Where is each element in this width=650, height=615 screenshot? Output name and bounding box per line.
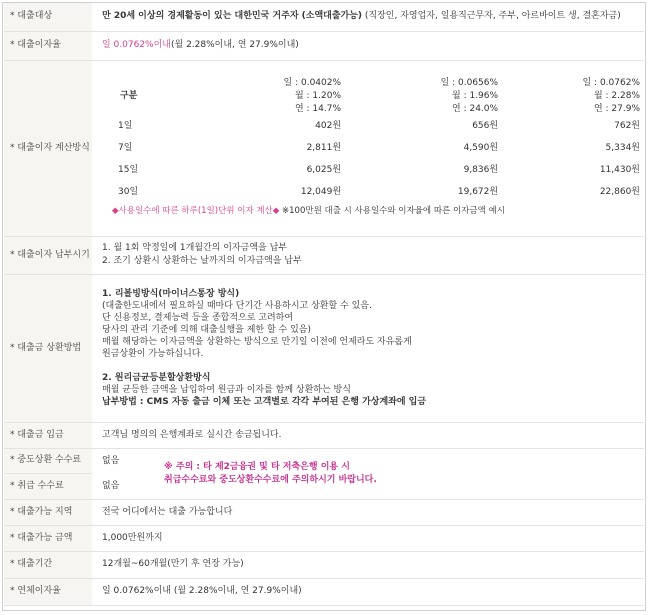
calc-note-highlight: ◆사용일수에 따른 하루(1일)단위 이자 계산◆ bbox=[112, 206, 280, 216]
rate-cell: 일 : 0.0402% bbox=[283, 77, 342, 88]
value-cell: 5,334원 bbox=[605, 143, 640, 153]
region-text: 전국 어디에서는 대출 가능합니다 bbox=[92, 499, 644, 525]
early-fee-value: 없음 bbox=[102, 455, 120, 466]
repayment-line: 매월 해당하는 이자금액을 상환하는 방식으로 만기일 이전에 언제라도 자유롭게 bbox=[102, 337, 412, 347]
fee-warning-line: ※ 주의 : 타 제2금융권 및 타 저축은행 이용 시 bbox=[164, 461, 350, 472]
header-gubun: 구분 bbox=[120, 90, 138, 101]
row-amount bbox=[4, 525, 644, 551]
row-term bbox=[4, 551, 644, 578]
value-cell: 402원 bbox=[315, 121, 342, 131]
deposit-text: 고객님 명의의 은행계좌로 실시간 송금됩니다. bbox=[92, 422, 644, 448]
label-repayment: * 대출금 상환방법 bbox=[4, 274, 92, 422]
calc-note-row bbox=[92, 204, 644, 220]
repayment-title-1: 1. 리볼빙방식(마이너스통장 방식) bbox=[102, 289, 240, 299]
row-region bbox=[4, 499, 644, 525]
value-cell: 762원 bbox=[614, 121, 640, 131]
label-interest-calc: * 대출이자 계산방식 bbox=[4, 60, 92, 236]
row-interest-calc bbox=[4, 60, 644, 236]
value-cell: 22,860원 bbox=[599, 187, 640, 197]
label-handling-fee: * 취급 수수료 bbox=[4, 474, 92, 500]
value-cell: 12,049원 bbox=[300, 187, 342, 197]
label-term: * 대출기간 bbox=[4, 551, 92, 578]
row-overdue bbox=[4, 578, 644, 605]
fee-warning-line: 취급수수료와 중도상환수수료에 주의하시기 바랍니다. bbox=[164, 474, 377, 485]
repayment-line: 단 신용정보, 결제능력 등을 종합적으로 고려하여 bbox=[102, 313, 294, 323]
label-overdue: * 연체이자율 bbox=[4, 578, 92, 605]
row-deposit bbox=[4, 422, 644, 448]
eligibility-detail: (직장인, 자영업자, 일용직근무자, 주부, 아르바이트 생, 결혼자금) bbox=[362, 11, 621, 22]
interest-rate-daily: 일 0.0762%이내 bbox=[102, 40, 171, 50]
rate-row-day bbox=[92, 77, 644, 90]
days-row bbox=[92, 116, 644, 138]
value-cell: 19,672원 bbox=[457, 187, 499, 197]
days-row bbox=[92, 138, 644, 160]
repayment-line: 원금상환이 가능하십니다. bbox=[102, 349, 204, 359]
rate-cell: 연 : 14.7% bbox=[294, 103, 342, 114]
interest-calc-table bbox=[92, 77, 644, 220]
row-repayment bbox=[4, 274, 644, 422]
overdue-text: 일 0.0762%이내 (월 2.28%이내, 연 27.9%이내) bbox=[92, 578, 644, 605]
label-amount: * 대출가능 금액 bbox=[4, 525, 92, 551]
repayment-line: (대출한도내에서 필요하실 때마다 단기간 사용하시고 상환할 수 있음. bbox=[102, 301, 372, 311]
row-payment-time bbox=[4, 236, 644, 274]
label-region: * 대출가능 지역 bbox=[4, 499, 92, 525]
repayment-line: 매월 균등한 금액을 납입하여 원금과 이자를 함께 상환하는 방식 bbox=[102, 385, 351, 395]
rate-cell: 월 : 1.20% bbox=[294, 90, 342, 101]
eligibility-main: 만 20세 이상의 경제활동이 있는 대한민국 거주자 (소액대출가능) bbox=[102, 11, 363, 22]
value-cell: 6,025원 bbox=[306, 165, 342, 175]
label-eligibility: * 대출대상 bbox=[4, 3, 92, 31]
label-deposit: * 대출금 입금 bbox=[4, 422, 92, 448]
value-cell: 9,836원 bbox=[463, 165, 499, 175]
calc-note-text: ※100만원 대출 시 사용일수와 이자율에 따른 이자금액 예시 bbox=[279, 206, 505, 216]
rate-cell: 연 : 27.9% bbox=[593, 103, 640, 114]
rate-cell: 연 : 24.0% bbox=[452, 103, 499, 114]
repayment-method: 납부방법 : CMS 자동 출금 이체 또는 고객별로 각각 부여된 은행 가상계좌에 입금 bbox=[102, 397, 427, 407]
value-cell: 2,811원 bbox=[306, 143, 342, 153]
period-cell: 1일 bbox=[118, 121, 133, 131]
term-text: 12개월~60개월(만기 후 연장 가능) bbox=[92, 551, 644, 578]
interest-rate-detail: (월 2.28%이내, 연 27.9%이내) bbox=[171, 40, 299, 50]
row-eligibility bbox=[4, 3, 644, 31]
handling-fee-value: 없음 bbox=[102, 480, 120, 491]
days-row bbox=[92, 182, 644, 204]
payment-time-line: 2. 조기 상환시 상환하는 날까지의 이자금액을 납부 bbox=[102, 256, 302, 266]
row-interest-rate bbox=[4, 31, 644, 60]
loan-info-table bbox=[4, 3, 644, 606]
label-payment-time: * 대출이자 납부시기 bbox=[4, 236, 92, 274]
label-early-fee: * 중도상환 수수료 bbox=[4, 448, 92, 474]
amount-text: 1,000만원까지 bbox=[92, 525, 644, 551]
rate-cell: 월 : 2.28% bbox=[593, 90, 640, 101]
value-cell: 656원 bbox=[472, 121, 499, 131]
repayment-title-2: 2. 원리금균등분할상환방식 bbox=[102, 373, 211, 383]
days-row bbox=[92, 160, 644, 182]
row-early-fee bbox=[4, 448, 644, 474]
payment-time-line: 1. 월 1회 약정일에 1개월간의 이자금액을 납부 bbox=[102, 243, 288, 253]
period-cell: 7일 bbox=[118, 143, 133, 153]
value-cell: 11,430원 bbox=[599, 165, 640, 175]
repayment-line: 당사의 관리 기준에 의해 대출실행을 제한 할 수 있음) bbox=[102, 325, 311, 335]
period-cell: 30일 bbox=[118, 187, 139, 197]
rate-cell: 일 : 0.0762% bbox=[582, 77, 640, 88]
period-cell: 15일 bbox=[118, 165, 139, 175]
rate-cell: 월 : 1.96% bbox=[452, 90, 499, 101]
rate-cell: 일 : 0.0656% bbox=[440, 77, 499, 88]
value-cell: 4,590원 bbox=[463, 143, 499, 153]
label-interest-rate: * 대출이자율 bbox=[4, 31, 92, 60]
